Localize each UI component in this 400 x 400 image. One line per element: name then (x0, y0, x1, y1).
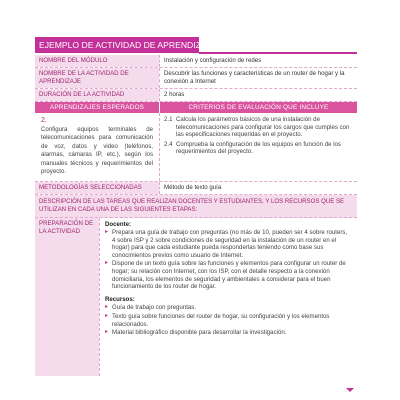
list-item (105, 313, 352, 328)
duration-value: 2 horas (159, 89, 357, 101)
module-row (35, 55, 357, 68)
column-headers (35, 102, 357, 113)
learning-outcome (35, 113, 159, 181)
continue-arrow-icon (346, 388, 354, 392)
resources-title: Recursos: (105, 295, 135, 303)
teacher-item-text: Dispone de un texto guía sobre las funciones y elementos para configurar un router de hogar; su relación con Internet, con los ISP, con el detalle respecto a la conexión domiciliaria, los elementos de seguridad y ambientales a considerar para el buen funcionamiento de los router de hogar. (112, 260, 346, 291)
resource-item-text: Texto guía sobre funciones del router de hogar, su configuración y los elementos relacionados. (112, 313, 330, 328)
list-item (105, 260, 352, 290)
learning-row (35, 113, 357, 182)
preparation-label: PREPARACIÓN DE LA ACTIVIDAD (35, 218, 99, 376)
criterion-number: 2.4 (164, 140, 173, 148)
methodology-row (35, 182, 357, 195)
activity-name-value: Descubrir las funciones y características de un router de hogar y la conexión a Internet (159, 68, 357, 88)
learning-number: 2. (41, 117, 47, 124)
bullet-arrow-icon: ▸ (105, 313, 109, 320)
duration-row (35, 89, 357, 102)
criteria-header: CRITERIOS DE EVALUACIÓN QUE INCLUYE (159, 102, 357, 113)
list-item (105, 229, 352, 259)
activity-page (35, 37, 357, 395)
activity-name-label: NOMBRE DE LA ACTIVIDAD DE APRENDIZAJE (35, 68, 159, 88)
criterion-item (164, 141, 353, 156)
bullet-arrow-icon: ▸ (105, 304, 109, 311)
bullet-arrow-icon: ▸ (105, 229, 109, 236)
bullet-arrow-icon: ▸ (105, 260, 109, 267)
teacher-title: Docente: (105, 220, 132, 228)
module-label: NOMBRE DEL MÓDULO (35, 55, 159, 67)
module-value: Instalación y configuración de redes (159, 55, 357, 67)
criterion-text: Calcula los parámetros básicos de una instalación de telecomunicaciones para configurar los cargos que cumples con las especificaciones requeridas en el proyecto. (176, 116, 350, 138)
preparation-row (35, 218, 357, 376)
expected-header: APRENDIZAJES ESPERADOS (35, 102, 159, 113)
list-item (105, 304, 352, 312)
activity-table (35, 55, 357, 376)
resource-item-text: Material bibliográfico disponible para desarrollar la investigación. (112, 329, 287, 337)
duration-label: DURACIÓN DE LA ACTIVIDAD (35, 89, 159, 101)
criteria-list (159, 113, 357, 181)
methodology-value: Método de texto guía (159, 182, 357, 194)
title-underline (199, 52, 357, 54)
criterion-number: 2.1 (164, 116, 173, 123)
activity-name-row (35, 68, 357, 89)
preparation-content (99, 218, 357, 376)
description-header: DESCRIPCIÓN DE LAS TAREAS QUE REALIZAN DOCENTES Y ESTUDIANTES, Y LOS RECURSOS QUE SE UTILIZAN EN CADA UNA DE LAS SIGUIENTES ETAPAS: (35, 195, 357, 218)
bullet-arrow-icon: ▸ (105, 329, 109, 336)
teacher-item-text: Prepara una guía de trabajo con preguntas (no más de 10, pueden ser 4 sobre routers, 4 sobre ISP y 2 sobre condiciones de seguridad en la instalación de un router en el hogar) para que cada estudiante pueda responderlas teniendo como base sus conocimientos previos como usuario de Internet. (112, 229, 348, 259)
list-item (105, 329, 352, 337)
criterion-text: Comprueba la configuración de los equipos en función de los requerimientos del proyecto. (176, 140, 341, 155)
criterion-item (164, 116, 353, 139)
page-title: EJEMPLO DE ACTIVIDAD DE APRENDIZAJE (35, 37, 199, 53)
learning-text: Configura equipos terminales de telecomunicaciones para comunicación de voz, datos y video (teléfonos, alarmas, cámaras IP, etc.), según los manuales técnicos y requerimientos del proyecto. (41, 125, 153, 175)
resource-item-text: Guía de trabajo con preguntas. (112, 304, 197, 312)
methodology-label: METODOLOGÍAS SELECCIONADAS (35, 182, 159, 194)
